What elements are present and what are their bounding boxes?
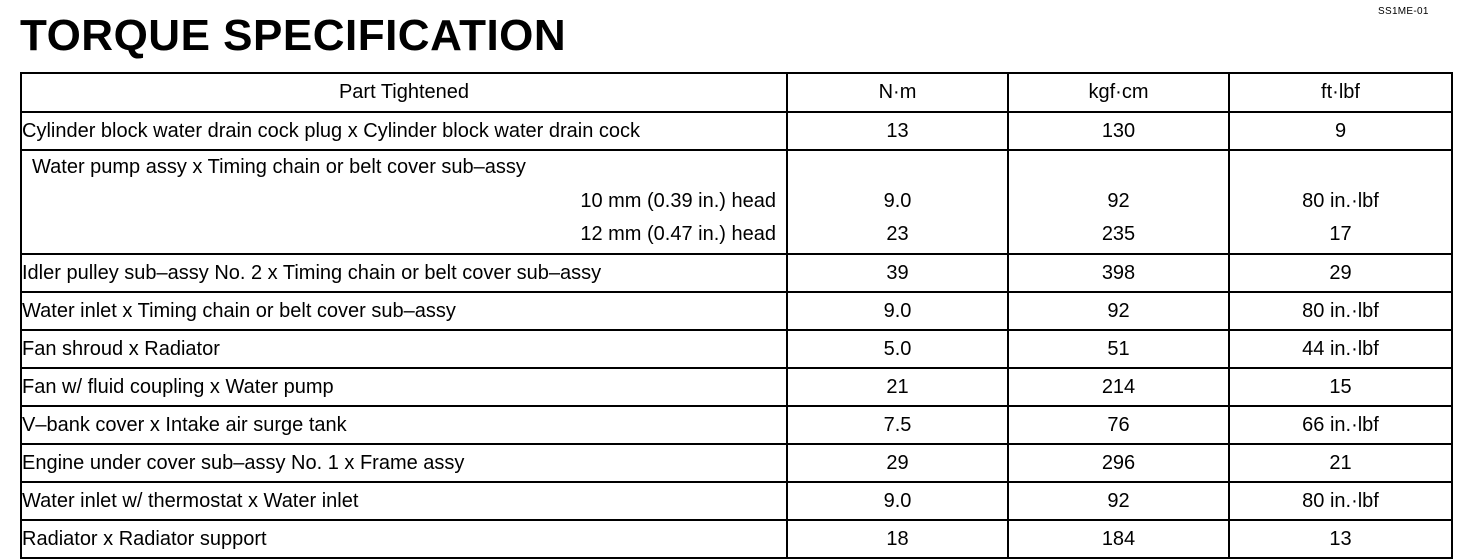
header-part-tightened: Part Tightened — [21, 73, 787, 112]
nm-cell: 13 — [787, 112, 1008, 150]
part-cell: Fan shroud x Radiator — [21, 330, 787, 368]
kgf-cell: 296 — [1008, 444, 1229, 482]
ftlbf-cell: 21 — [1229, 444, 1452, 482]
nm-cell: 9.0 — [787, 482, 1008, 520]
kgf-cell: 214 — [1008, 368, 1229, 406]
nm-cell: 18 — [787, 520, 1008, 558]
kgf-cell: 92 — [1008, 292, 1229, 330]
table-row — [21, 150, 1452, 254]
part-main-label: Water pump assy x Timing chain or belt cover sub–assy — [32, 156, 526, 178]
ftlbf-cell: 66 in.·lbf — [1229, 406, 1452, 444]
nm-cell: 7.5 — [787, 406, 1008, 444]
header-nm: N·m — [787, 73, 1008, 112]
nm-cell — [787, 150, 1008, 254]
kgf-value: 92 — [1107, 190, 1130, 212]
table-row — [21, 112, 1452, 150]
table-row — [21, 254, 1452, 292]
part-cell: Radiator x Radiator support — [21, 520, 787, 558]
table-row — [21, 330, 1452, 368]
kgf-cell: 92 — [1008, 482, 1229, 520]
nm-cell: 9.0 — [787, 292, 1008, 330]
nm-value: 9.0 — [883, 190, 912, 212]
table-row — [21, 368, 1452, 406]
ftlbf-value: 80 in.·lbf — [1302, 190, 1379, 212]
ftlbf-cell: 29 — [1229, 254, 1452, 292]
part-cell: Engine under cover sub–assy No. 1 x Frame assy — [21, 444, 787, 482]
table-row — [21, 406, 1452, 444]
torque-table — [20, 72, 1453, 559]
ftlbf-cell: 9 — [1229, 112, 1452, 150]
document-code: SS1ME-01 — [1378, 6, 1429, 17]
kgf-cell: 184 — [1008, 520, 1229, 558]
ftlbf-cell: 80 in.·lbf — [1229, 292, 1452, 330]
header-ft-lbf: ft·lbf — [1229, 73, 1452, 112]
sub-spec-label: 12 mm (0.47 in.) head — [580, 223, 776, 245]
table-row — [21, 520, 1452, 558]
nm-cell: 5.0 — [787, 330, 1008, 368]
kgf-cell: 51 — [1008, 330, 1229, 368]
part-cell: Idler pulley sub–assy No. 2 x Timing chain or belt cover sub–assy — [21, 254, 787, 292]
part-cell: Water inlet w/ thermostat x Water inlet — [21, 482, 787, 520]
table-row — [21, 482, 1452, 520]
table-header-row — [21, 73, 1452, 112]
header-kgf-cm: kgf·cm — [1008, 73, 1229, 112]
ftlbf-cell: 13 — [1229, 520, 1452, 558]
table-row — [21, 292, 1452, 330]
ftlbf-cell: 15 — [1229, 368, 1452, 406]
sub-spec-label: 10 mm (0.39 in.) head — [580, 190, 776, 212]
kgf-cell — [1008, 150, 1229, 254]
ftlbf-cell: 44 in.·lbf — [1229, 330, 1452, 368]
nm-cell: 29 — [787, 444, 1008, 482]
nm-value: 23 — [886, 223, 909, 245]
page-title: TORQUE SPECIFICATION — [20, 11, 567, 60]
nm-cell: 39 — [787, 254, 1008, 292]
part-cell — [21, 150, 787, 254]
kgf-cell: 76 — [1008, 406, 1229, 444]
table-row — [21, 444, 1452, 482]
ftlbf-cell: 80 in.·lbf — [1229, 482, 1452, 520]
part-cell: Fan w/ fluid coupling x Water pump — [21, 368, 787, 406]
kgf-cell: 398 — [1008, 254, 1229, 292]
part-cell: Cylinder block water drain cock plug x Cylinder block water drain cock — [21, 112, 787, 150]
part-cell: V–bank cover x Intake air surge tank — [21, 406, 787, 444]
nm-cell: 21 — [787, 368, 1008, 406]
part-cell: Water inlet x Timing chain or belt cover sub–assy — [21, 292, 787, 330]
ftlbf-value: 17 — [1329, 223, 1352, 245]
kgf-cell: 130 — [1008, 112, 1229, 150]
ftlbf-cell — [1229, 150, 1452, 254]
kgf-value: 235 — [1101, 223, 1136, 245]
